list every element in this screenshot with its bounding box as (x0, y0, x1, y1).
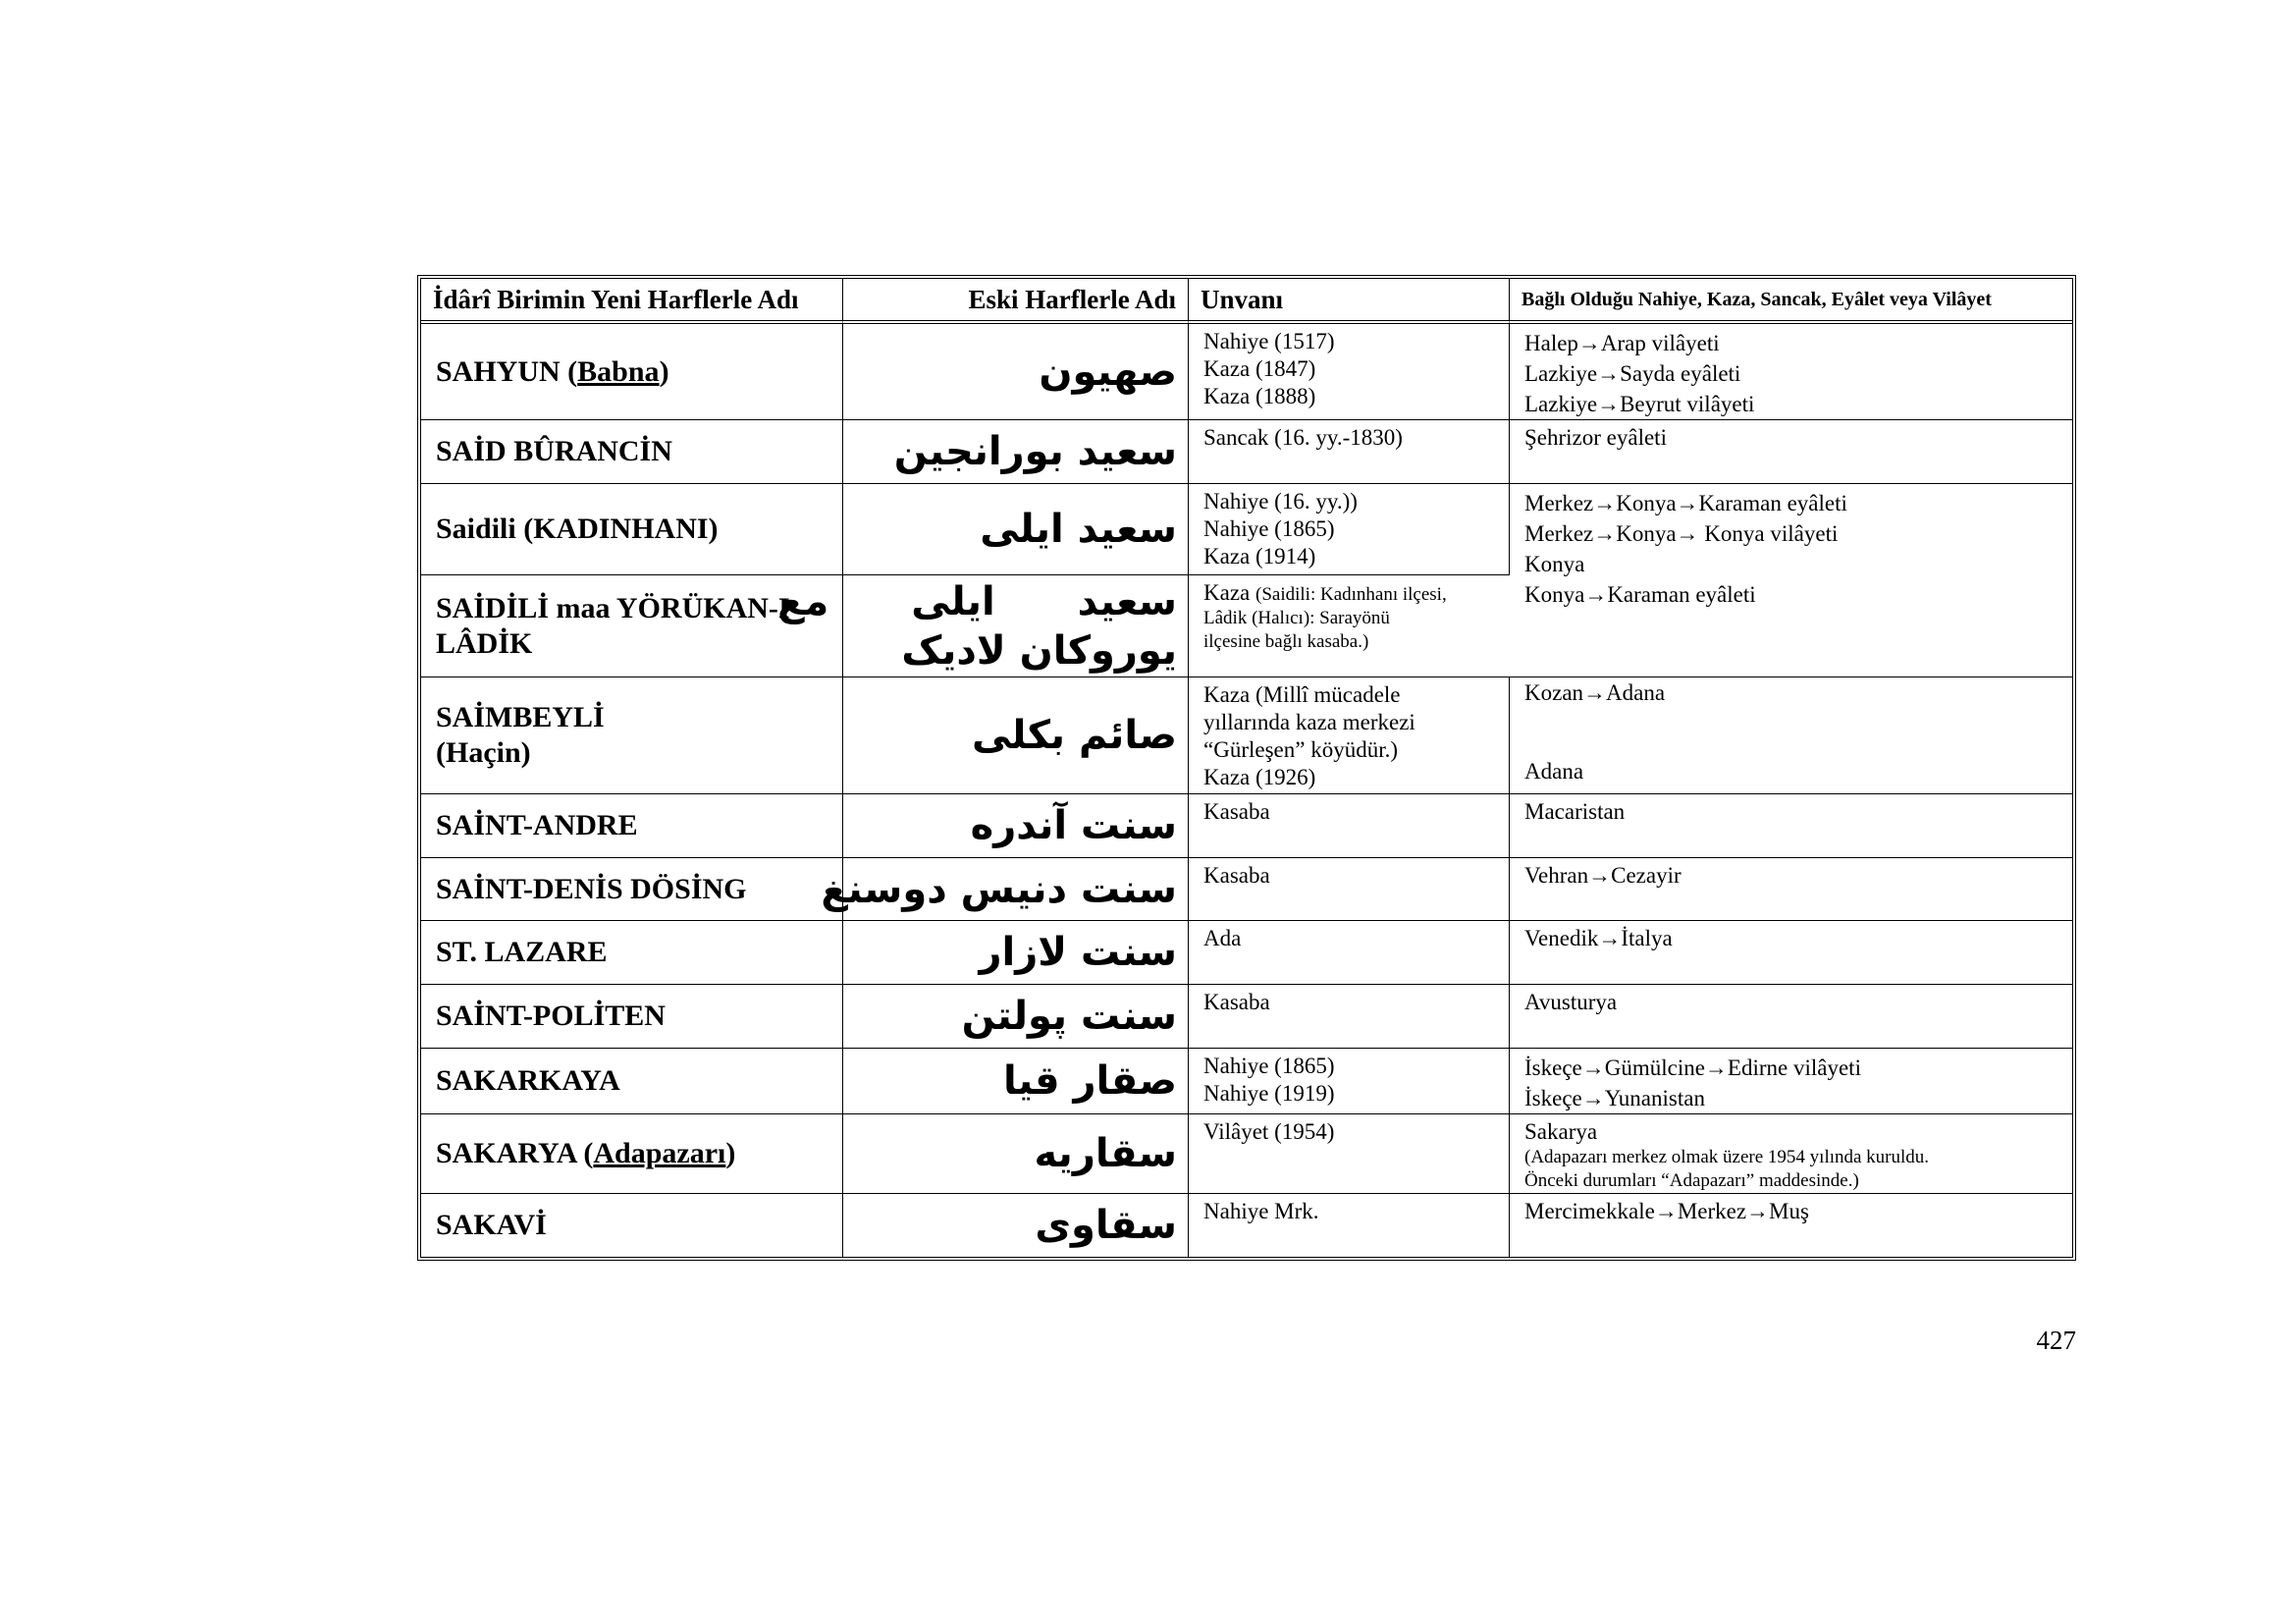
title-line: Kasaba (1203, 990, 1270, 1014)
header-parent: Bağlı Olduğu Nahiye, Kaza, Sancak, Eyâlet veya Vilâyet (1510, 279, 2072, 324)
parent-cell (1510, 1194, 2072, 1257)
parent-cell (1510, 324, 2072, 420)
new-name-line: LÂDİK (436, 626, 533, 660)
new-name-cell: SAİNT-DENİS DÖSİNG (421, 858, 843, 921)
table-row (421, 484, 2072, 575)
table-header-row (421, 279, 2072, 324)
table-row (421, 858, 2072, 921)
table-row (421, 921, 2072, 985)
title-line: Kaza (Millî mücadele (1203, 682, 1401, 707)
title-line: Nahiye (1865) (1203, 516, 1335, 541)
parent-note-line: (Adapazarı merkez olmak üzere 1954 yılında kuruldu. (1524, 1147, 1930, 1167)
title-line: Nahiye (1865) (1203, 1054, 1335, 1078)
parent-cell (1510, 420, 2072, 484)
title-cell (1189, 921, 1510, 985)
title-line: Sancak (16. yy.-1830) (1203, 425, 1403, 450)
parent-line: Sakarya (1524, 1119, 1598, 1144)
parent-line: Adana (1524, 759, 1584, 784)
title-line: Kaza (1914) (1203, 544, 1316, 568)
title-cell (1189, 484, 1510, 575)
new-name-line: SAİDİLİ maa YÖRÜKAN-I (436, 591, 790, 624)
title-line: Nahiye (1517) (1203, 329, 1335, 353)
title-note-line: Lâdik (Halıcı): Sarayönü (1203, 608, 1390, 628)
title-line: Nahiye (1919) (1203, 1081, 1335, 1106)
new-name-underlined: Babna (577, 354, 660, 388)
new-name-text: SAKARYA ( (436, 1137, 594, 1169)
title-cell (1189, 677, 1510, 794)
parent-cell (1510, 677, 2072, 794)
title-cell (1189, 575, 1510, 677)
old-name-line: سعيد ايلى مع (777, 578, 1177, 624)
title-cell (1189, 794, 1510, 858)
title-cell (1189, 1194, 1510, 1257)
title-line: Kaza (1926) (1203, 765, 1316, 789)
old-name-cell: صقار قيا (843, 1049, 1189, 1114)
title-line: Ada (1203, 926, 1242, 950)
parent-note-line: Önceki durumları “Adapazarı” maddesinde.) (1524, 1170, 1859, 1191)
parent-line: Konya→Karaman eyâleti (1524, 582, 1756, 607)
parent-line: Mercimekkale→Merkez→Muş (1524, 1199, 1809, 1223)
gazetteer-table (417, 275, 2076, 1261)
old-name-line: يوروكان لاديک (901, 627, 1177, 674)
old-name-cell: سنت آندره (843, 794, 1189, 858)
parent-cell (1510, 985, 2072, 1049)
title-line: Nahiye (16. yy.)) (1203, 489, 1358, 514)
new-name-text-end: ) (725, 1137, 736, 1169)
old-name-cell: سنت لازار (843, 921, 1189, 985)
title-main: Kaza (1203, 580, 1251, 605)
header-old-name: Eski Harflerle Adı (843, 279, 1189, 324)
title-line: Kasaba (1203, 799, 1270, 824)
title-note-line: ilçesine bağlı kasaba.) (1203, 631, 1369, 652)
title-line: Vilâyet (1954) (1203, 1119, 1335, 1144)
parent-line: Konya (1524, 552, 1585, 576)
new-name-line: (Haçin) (436, 736, 531, 769)
new-name-cell: SAİNT-POLİTEN (421, 985, 843, 1049)
parent-line: Kozan→Adana (1524, 680, 1666, 705)
parent-line: Venedik→İtalya (1524, 926, 1673, 950)
old-name-cell: سقاريه (843, 1114, 1189, 1194)
parent-line: Merkez→Konya→Karaman eyâleti (1524, 491, 1847, 515)
title-line: “Gürleşen” köyüdür.) (1203, 737, 1398, 762)
new-name-cell: ST. LAZARE (421, 921, 843, 985)
parent-cell (1510, 794, 2072, 858)
new-name-text-end: ) (659, 354, 669, 388)
title-cell (1189, 985, 1510, 1049)
parent-line: Avusturya (1524, 990, 1618, 1014)
table-row (421, 1049, 2072, 1114)
new-name-cell: SAİNT-ANDRE (421, 794, 843, 858)
old-name-cell: صهيون (843, 324, 1189, 420)
parent-line: Şehrizor eyâleti (1524, 425, 1667, 450)
table-row (421, 1194, 2072, 1257)
new-name-cell: Saidili (KADINHANI) (421, 484, 843, 575)
title-cell (1189, 1114, 1510, 1194)
parent-line: İskeçe→Gümülcine→Edirne vilâyeti (1524, 1056, 1861, 1080)
parent-line: Lazkiye→Sayda eyâleti (1524, 361, 1741, 386)
parent-line: Lazkiye→Beyrut vilâyeti (1524, 392, 1755, 416)
parent-cell (1510, 858, 2072, 921)
table-row (421, 324, 2072, 420)
old-name-cell: سعيد بورانجين (843, 420, 1189, 484)
title-cell (1189, 324, 1510, 420)
title-line: Kaza (1847) (1203, 356, 1316, 381)
old-name-cell: سنت پولتن (843, 985, 1189, 1049)
title-line: Kasaba (1203, 863, 1270, 888)
parent-line: Halep→Arap vilâyeti (1524, 331, 1720, 355)
title-line: yıllarında kaza merkezi (1203, 710, 1415, 734)
new-name-cell: SAKARKAYA (421, 1049, 843, 1114)
new-name-text: SAHYUN ( (436, 354, 578, 388)
new-name-cell: SAKAVİ (421, 1194, 843, 1257)
table-row (421, 420, 2072, 484)
old-name-cell (777, 575, 1189, 677)
new-name-cell (421, 1114, 843, 1194)
old-name-cell: صائم بكلى (843, 677, 1189, 794)
title-line: Kaza (1888) (1203, 384, 1316, 408)
new-name-underlined: Adapazarı (593, 1137, 726, 1169)
page-number: 427 (2036, 1326, 2076, 1355)
old-name-cell: سنت دنيس دوسنغ (843, 858, 1189, 921)
old-name-cell: سعيد ايلى (843, 484, 1189, 575)
header-new-name: İdârî Birimin Yeni Harflerle Adı (421, 279, 843, 324)
title-cell (1189, 1049, 1510, 1114)
old-name-cell: سقاوى (843, 1194, 1189, 1257)
parent-line: Vehran→Cezayir (1524, 863, 1682, 888)
parent-line: Macaristan (1524, 799, 1626, 824)
parent-line: Merkez→Konya→ Konya vilâyeti (1524, 521, 1839, 546)
parent-line: İskeçe→Yunanistan (1524, 1086, 1705, 1110)
parent-cell (1510, 921, 2072, 985)
parent-cell (1510, 484, 2072, 677)
new-name-line: SAİMBEYLİ (436, 701, 605, 733)
table-row (421, 1114, 2072, 1194)
title-cell (1189, 420, 1510, 484)
new-name-cell (421, 324, 843, 420)
new-name-cell (421, 677, 843, 794)
table-row (421, 794, 2072, 858)
table-row (421, 985, 2072, 1049)
title-line (1203, 579, 1495, 607)
table-row (421, 677, 2072, 794)
parent-cell (1510, 1114, 2072, 1194)
title-cell (1189, 858, 1510, 921)
parent-cell (1510, 1049, 2072, 1114)
new-name-cell: SAİD BÛRANCİN (421, 420, 843, 484)
title-line: Nahiye Mrk. (1203, 1199, 1319, 1223)
title-note: (Saidili: Kadınhanı ilçesi, (1255, 584, 1447, 605)
header-title: Unvanı (1189, 279, 1510, 324)
